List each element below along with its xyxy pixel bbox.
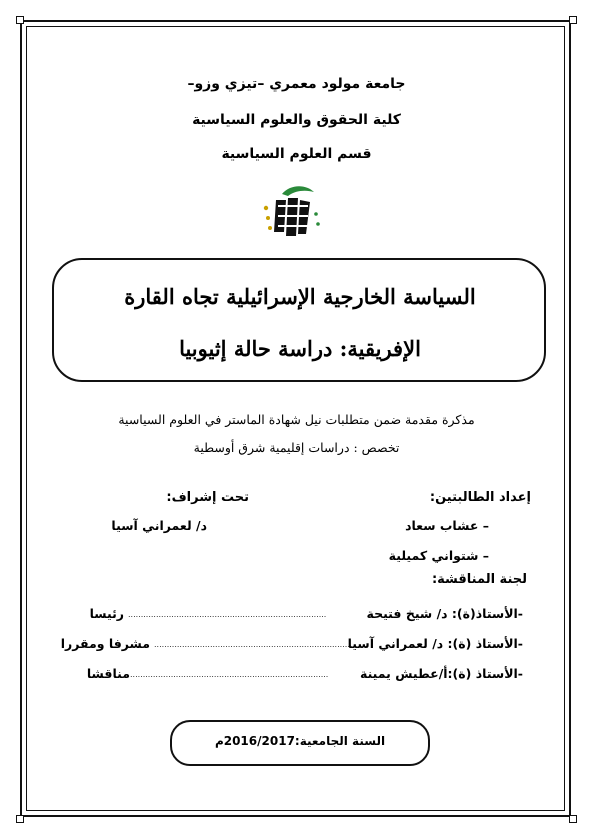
memo-description: مذكرة مقدمة ضمن متطلبات نيل شهادة الماستر في العلوم السياسية bbox=[118, 412, 475, 427]
committee-member-name: -الأستاذ(ة): د/ شيخ فتيحة bbox=[366, 606, 523, 621]
frame-corner-top-left bbox=[16, 16, 24, 24]
frame-corner-bottom-left bbox=[16, 815, 24, 823]
department-name: قسم العلوم السياسية bbox=[221, 146, 372, 162]
faculty-name: كلية الحقوق والعلوم السياسية bbox=[192, 112, 401, 128]
supervisor-name: د/ لعمراني آسيا bbox=[111, 518, 207, 533]
university-logo-icon bbox=[256, 180, 326, 244]
student-name: – شتواني كميلية bbox=[388, 548, 489, 563]
dotted-leader: .............................................................................. bbox=[154, 640, 353, 649]
university-name: جامعة مولود معمري –تيزي وزو– bbox=[187, 76, 406, 92]
specialization: تخصص : دراسات إقليمية شرق أوسطية bbox=[193, 440, 400, 455]
student-name: – عشاب سعاد bbox=[405, 518, 489, 533]
frame-corner-bottom-right bbox=[569, 815, 577, 823]
thesis-title-line-2: الإفريقية: دراسة حالة إثيوبيا bbox=[179, 336, 421, 361]
committee-member-name: -الأستاذ (ة):أ/عطيش يمينة bbox=[360, 666, 523, 681]
academic-year: السنة الجامعية:2016/2017م bbox=[214, 734, 386, 748]
dotted-leader: .............................................................................. bbox=[130, 670, 329, 679]
title-frame bbox=[52, 258, 546, 382]
dotted-leader: .............................................................................. bbox=[128, 610, 327, 619]
committee-member-role: مناقشا bbox=[86, 666, 130, 681]
supervision-label: تحت إشراف: bbox=[166, 490, 249, 505]
committee-member-role: رئيسا bbox=[89, 606, 124, 621]
committee-label: لجنة المناقشة: bbox=[431, 572, 527, 587]
committee-member-role: مشرفا ومقررا bbox=[60, 636, 150, 651]
prepared-by-label: إعداد الطالبتين: bbox=[429, 490, 531, 505]
thesis-title-line-1: السياسة الخارجية الإسرائيلية تجاه القارة bbox=[124, 284, 476, 309]
frame-corner-top-right bbox=[569, 16, 577, 24]
committee-member-name: -الأستاذ (ة): د/ لعمراني آسيا bbox=[347, 636, 523, 651]
